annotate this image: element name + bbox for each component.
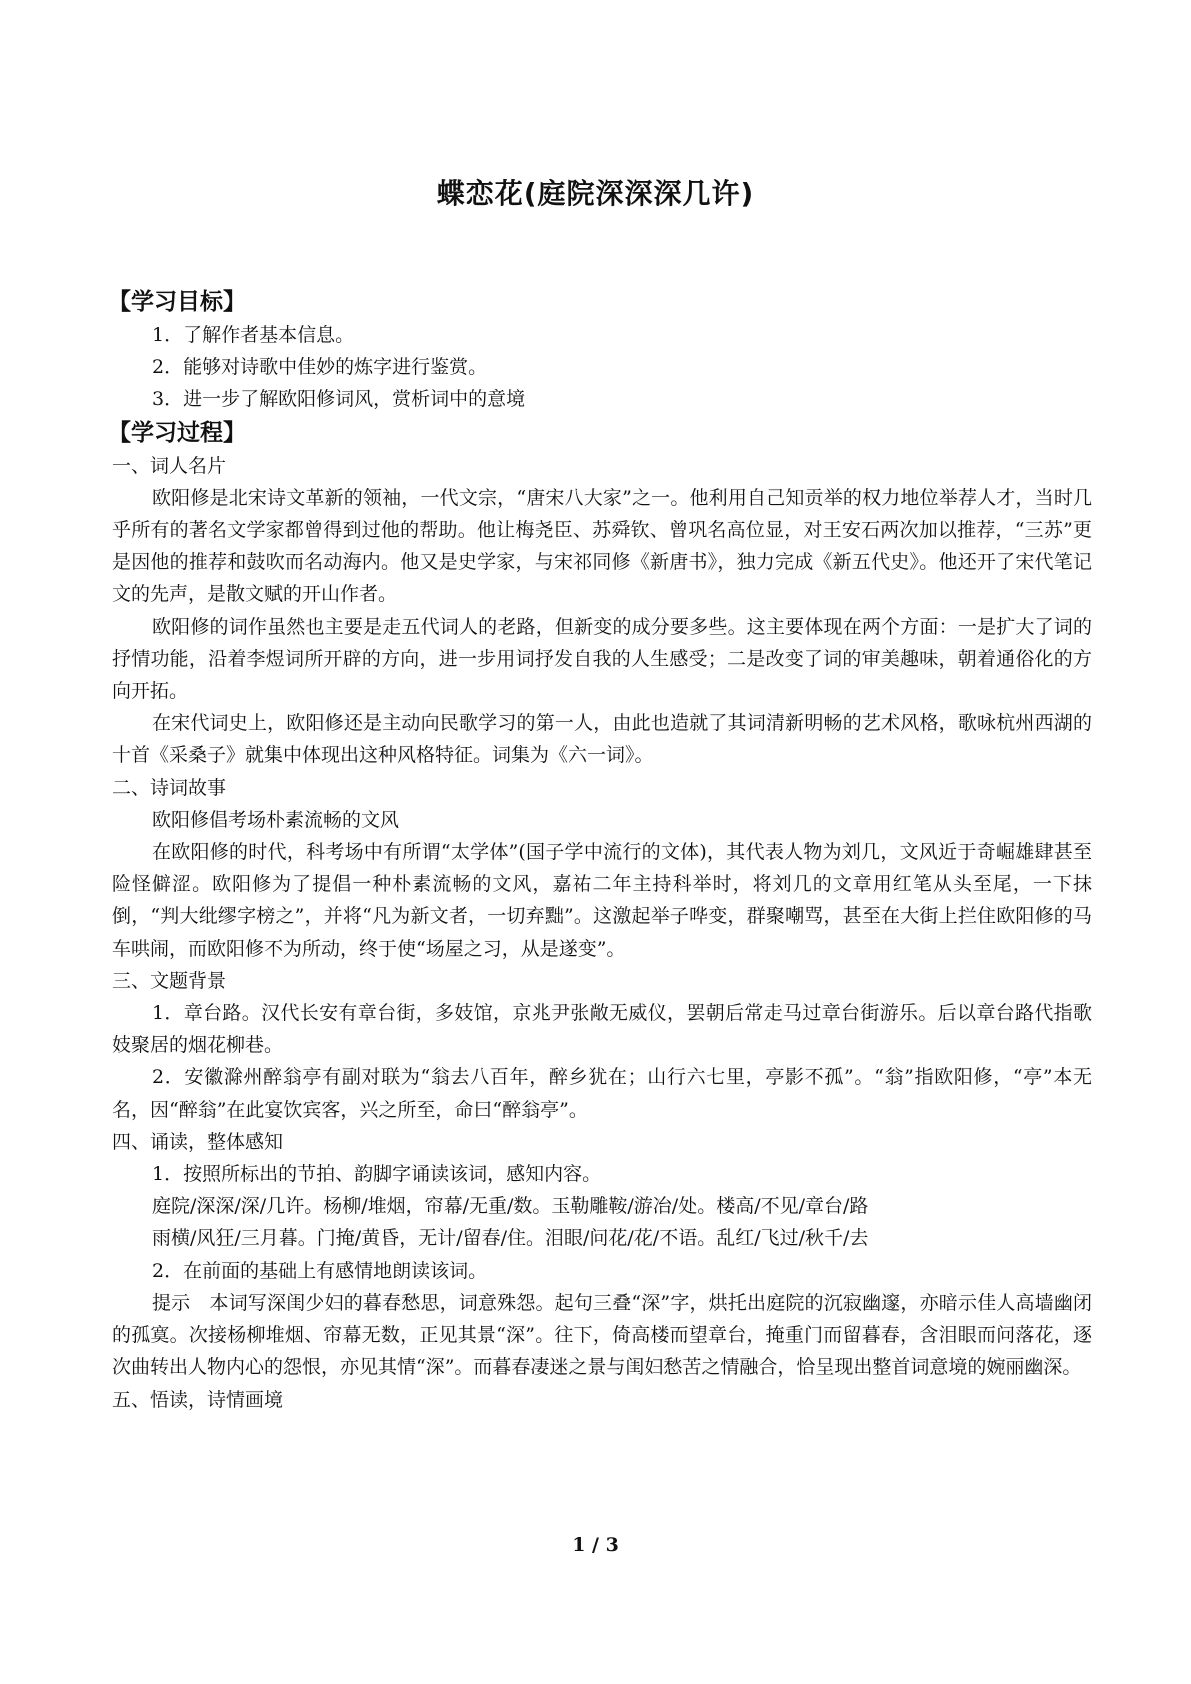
section-2-paragraph-1: 在欧阳修的时代，科考场中有所谓“太学体”(国子学中流行的文体)，其代表人物为刘几，文风近于奇崛雄肆甚至险怪僻涩。欧阳修为了提倡一种朴素流畅的文风，嘉祐二年主持科举时，将刘几的文章用红笔从头至尾，一下抹倒，“判大纰缪字榜之”，并将“凡为新文者，一切弃黜”。这激起举子哗变，群聚嘲骂，甚至在大街上拦住欧阳修的马车哄闹，而欧阳修不为所动，终于使“场屋之习，从是遂变”。 — [112, 841, 1092, 960]
section-1-paragraph-3: 在宋代词史上，欧阳修还是主动向民歌学习的第一人，由此也造就了其词清新明畅的艺术风格，歌咏杭州西湖的十首《采桑子》就集中体现出这种风格特征。词集为《六一词》。 — [112, 712, 1092, 767]
section-4-item-2: 2．在前面的基础上有感情地朗读该词。 — [152, 1259, 488, 1282]
section-3-heading: 三、文题背景 — [112, 969, 227, 992]
poem-line-2: 雨横/风狂/三月暮。门掩/黄昏，无计/留春/住。泪眼/问花/花/不语。乱红/飞过/秋千/去 — [152, 1227, 869, 1250]
section-1-paragraph-2: 欧阳修的词作虽然也主要是走五代词人的老路，但新变的成分要多些。这主要体现在两个方面：一是扩大了词的抒情功能，沿着李煜词所开辟的方向，进一步用词抒发自我的人生感受；二是改变了词的审美趣味，朝着通俗化的方向开拓。 — [112, 615, 1092, 703]
objective-item-1: 1．了解作者基本信息。 — [152, 324, 355, 346]
document-title: 蝶恋花(庭院深深深几许) — [436, 177, 755, 210]
section-4-hint: 提示 本词写深闺少妇的暮春愁思，词意殊怨。起句三叠“深”字，烘托出庭院的沉寂幽邃，亦暗示佳人高墙幽闭的孤寞。次接杨柳堆烟、帘幕无数，正见其景“深”。往下，倚高楼而望章台，掩重门而留暮春，含泪眼而问落花，逐次曲转出人物内心的怨恨，亦见其情“深”。而暮春凄迷之景与闺妇愁苦之情融合，恰呈现出整首词意境的婉丽幽深。 — [112, 1291, 1092, 1379]
process-heading: 【学习过程】 — [108, 419, 246, 446]
objectives-heading: 【学习目标】 — [108, 289, 246, 315]
section-1-heading: 一、词人名片 — [112, 454, 227, 477]
poem-line-1: 庭院/深深/深/几许。杨柳/堆烟，帘幕/无重/数。玉勒雕鞍/游冶/处。楼高/不见/章台/路 — [152, 1195, 869, 1218]
section-2-heading: 二、诗词故事 — [112, 776, 227, 799]
page-number: 1 / 3 — [572, 1534, 619, 1556]
section-3-paragraph-2: 2．安徽滁州醉翁亭有副对联为“翁去八百年，醉乡犹在；山行六七里，亭影不孤”。“翁”指欧阳修，“亭”本无名，因“醉翁”在此宴饮宾客，兴之所至，命曰“醉翁亭”。 — [112, 1066, 1092, 1121]
section-2-subtitle: 欧阳修倡考场朴素流畅的文风 — [152, 808, 400, 831]
objective-item-3: 3．进一步了解欧阳修词风，赏析词中的意境 — [152, 388, 526, 411]
section-4-item-1: 1．按照所标出的节拍、韵脚字诵读该词，感知内容。 — [152, 1163, 602, 1186]
section-1-paragraph-1: 欧阳修是北宋诗文革新的领袖，一代文宗，“唐宋八大家”之一。他利用自己知贡举的权力地位举荐人才，当时几乎所有的著名文学家都曾得到过他的帮助。他让梅尧臣、苏舜钦、曾巩名高位显，对王安石两次加以推荐，“三苏”更是因他的推荐和鼓吹而名动海内。他又是史学家，与宋祁同修《新唐书》，独力完成《新五代史》。他还开了宋代笔记文的先声，是散文赋的开山作者。 — [112, 486, 1092, 606]
section-3-paragraph-1: 1．章台路。汉代长安有章台街，多妓馆，京兆尹张敞无威仪，罢朝后常走马过章台街游乐。后以章台路代指歌妓聚居的烟花柳巷。 — [112, 1002, 1092, 1057]
section-4-heading: 四、诵读，整体感知 — [112, 1130, 284, 1153]
objective-item-2: 2．能够对诗歌中佳妙的炼字进行鉴赏。 — [152, 356, 488, 379]
section-5-heading: 五、悟读，诗情画境 — [112, 1388, 284, 1411]
document-body — [108, 285, 1092, 1416]
